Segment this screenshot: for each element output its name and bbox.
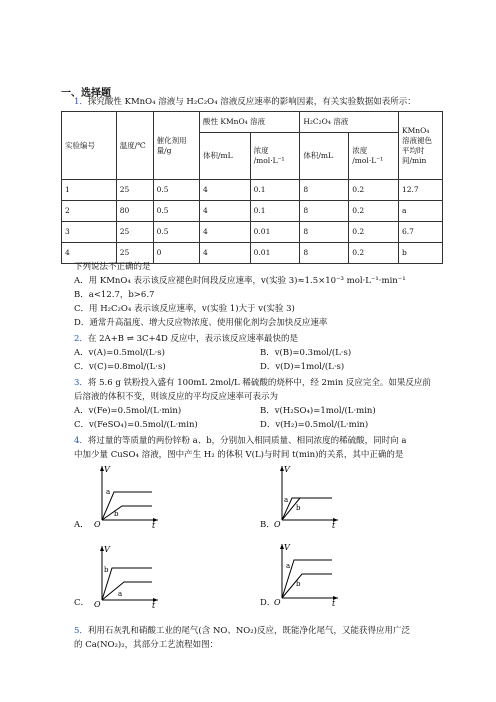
cell: 0.2 — [349, 243, 399, 264]
question-4-option-a[interactable]: A． — [74, 520, 89, 530]
cell: 4 — [199, 222, 250, 243]
cell: 8 — [300, 201, 349, 222]
cell: 0.2 — [349, 180, 399, 201]
question-3-text: 将 5.6 g 铁粉投入盛有 100mL 2mol/L 稀硫酸的烧杯中，经 2min 反应完全。如果反应前 — [87, 378, 431, 388]
table-row — [62, 180, 443, 201]
curve-b-label: b — [114, 510, 119, 518]
graph-a[interactable] — [92, 462, 162, 528]
th-exp: 实验编号 — [62, 112, 117, 180]
curve-b-label: b — [104, 566, 109, 574]
cell: 0.1 — [250, 201, 300, 222]
question-1-option-d[interactable]: D．通常升高温度、增大反应物浓度、使用催化剂均会加快反应速率 — [74, 318, 328, 328]
question-2-option-b[interactable]: B．v(B)=0.3mol/(L·s) — [260, 348, 352, 358]
th-time: KMnO₄ 溶液褪色平均时间/min — [399, 112, 443, 180]
curve-a-label: a — [286, 562, 291, 570]
question-4-stem-line1 — [74, 436, 406, 447]
cell: 0.2 — [349, 222, 399, 243]
cell: 8 — [300, 180, 349, 201]
axis-v-label: V — [104, 545, 110, 554]
question-3-option-a[interactable]: A．v(Fe)=0.5mol/(L·min) — [74, 406, 182, 416]
origin-label: O — [94, 600, 101, 608]
cell: 8 — [300, 243, 349, 264]
question-2-option-a[interactable]: A．v(A)=0.5mol/(L·s) — [74, 348, 165, 358]
table-row — [62, 222, 443, 243]
th-vol2: 体积/mL — [300, 133, 349, 180]
cell: 4 — [62, 243, 117, 264]
question-4-text: 将过量的等质量的两份锌粉 a、b，分别加入相同质量、相同浓度的稀硫酸，同时向 a — [87, 436, 407, 446]
question-3-option-b[interactable]: B．v(H₂SO₄)=1mol/(L·min) — [260, 406, 376, 416]
question-2-option-c[interactable]: C．v(C)=0.8mol/(L·s) — [74, 362, 166, 372]
question-2-number: 2． — [74, 334, 88, 344]
question-2-text: 在 2A+B ⇌ 3C+4D 反应中，表示该反应速率最快的是 — [87, 334, 299, 344]
question-3-option-d[interactable]: D．v(H₂)=0.5mol/(L·min) — [260, 420, 369, 430]
cell: 0.5 — [153, 222, 199, 243]
cell: 4 — [199, 243, 250, 264]
graph-b[interactable] — [272, 462, 342, 528]
curve-a-label: a — [106, 488, 111, 496]
cell: 0 — [153, 243, 199, 264]
th-kmno4: 酸性 KMnO₄ 溶液 — [199, 112, 299, 133]
origin-label: O — [94, 520, 101, 528]
question-5-number: 5． — [74, 626, 88, 636]
th-h2c2o4: H₂C₂O₄ 溶液 — [300, 112, 399, 133]
question-5-stem-line1 — [74, 626, 410, 637]
th-vol1: 体积/mL — [199, 133, 250, 180]
cell: 8 — [300, 222, 349, 243]
curve-a-label: a — [284, 496, 289, 504]
question-3-option-c[interactable]: C．v(FeSO₄)=0.5mol/(L·min) — [74, 420, 198, 430]
axis-t-label: t — [332, 599, 336, 606]
th-conc2: 浓度 /mol·L⁻¹ — [349, 133, 399, 180]
axis-t-label: t — [152, 521, 156, 528]
axis-v-label: V — [284, 543, 290, 552]
axis-t-label: t — [152, 601, 156, 608]
cell: 0.5 — [153, 180, 199, 201]
graph-d[interactable] — [272, 540, 342, 606]
cell: 0.5 — [153, 201, 199, 222]
axis-v-label: V — [104, 465, 110, 474]
cell: 4 — [199, 201, 250, 222]
table-row — [62, 243, 443, 264]
origin-label: O — [274, 598, 281, 606]
cell: a — [399, 201, 443, 222]
question-1-option-c[interactable]: C．用 H₂C₂O₄ 表示该反应速率，v(实验 1)大于 v(实验 3) — [74, 304, 295, 314]
cell: 25 — [116, 222, 153, 243]
axis-v-label: V — [284, 465, 290, 474]
question-4-stem-line2: 中加少量 CuSO₄ 溶液，图中产生 H₂ 的体积 V(L)与时间 t(min)的关系，其中正确的是 — [74, 450, 404, 460]
th-conc1: 浓度 /mol·L⁻¹ — [250, 133, 300, 180]
question-4-option-b[interactable]: B． — [260, 520, 275, 530]
question-4-option-d[interactable]: D． — [260, 598, 276, 608]
question-2-stem — [74, 334, 298, 345]
question-3-number: 3． — [74, 378, 88, 388]
cell: 1 — [62, 180, 117, 201]
cell: 0.2 — [349, 201, 399, 222]
graph-c[interactable] — [92, 542, 162, 608]
question-3-stem-line2: 后溶液的体积不变，则该反应的平均反应速率可表示为 — [74, 392, 279, 402]
cell: 2 — [62, 201, 117, 222]
question-4-option-c[interactable]: C． — [74, 598, 90, 608]
section-heading: 一、选择题 — [61, 88, 111, 99]
cell: 25 — [116, 243, 153, 264]
cell: 0.01 — [250, 243, 300, 264]
question-1-number: 1． — [74, 97, 88, 107]
cell: 0.01 — [250, 222, 300, 243]
cell: 12.7 — [399, 180, 443, 201]
table-row — [62, 201, 443, 222]
question-1-option-a[interactable]: A．用 KMnO₄ 表示该反应褪色时间段反应速率，v(实验 3)≈1.5×10⁻³ mol·L⁻¹·min⁻¹ — [74, 276, 406, 286]
question-1-stem — [74, 97, 416, 108]
question-5-text: 利用石灰乳和硝酸工业的尾气(含 NO、NO₂)反应，既能净化尾气，又能获得应用广泛 — [87, 626, 410, 636]
curve-b-label: b — [296, 580, 301, 588]
th-cat: 催化剂用量/g — [153, 112, 199, 180]
experiment-table — [61, 111, 443, 264]
question-1-ask: 下列说法不正确的是 — [74, 262, 151, 272]
axis-t-label: t — [332, 521, 336, 528]
cell: 4 — [199, 180, 250, 201]
question-1-option-b[interactable]: B．a<12.7，b>6.7 — [74, 290, 155, 300]
th-temp: 温度/℃ — [116, 112, 153, 180]
question-2-option-d[interactable]: D．v(D)=1mol/(L·s) — [260, 362, 345, 372]
cell: 0.1 — [250, 180, 300, 201]
cell: 6.7 — [399, 222, 443, 243]
question-5-stem-line2: 的 Ca(NO₂)₂，其部分工艺流程如图： — [74, 640, 219, 650]
cell: 3 — [62, 222, 117, 243]
question-4-number: 4． — [74, 436, 88, 446]
cell: 80 — [116, 201, 153, 222]
curve-a-label: a — [118, 590, 123, 598]
cell: b — [399, 243, 443, 264]
question-3-stem-line1 — [74, 378, 431, 389]
question-1-text: 探究酸性 KMnO₄ 溶液与 H₂C₂O₄ 溶液反应速率的影响因素，有关实验数据如表所示： — [87, 97, 416, 107]
cell: 25 — [116, 180, 153, 201]
curve-b-label: b — [296, 504, 301, 512]
origin-label: O — [274, 520, 281, 528]
